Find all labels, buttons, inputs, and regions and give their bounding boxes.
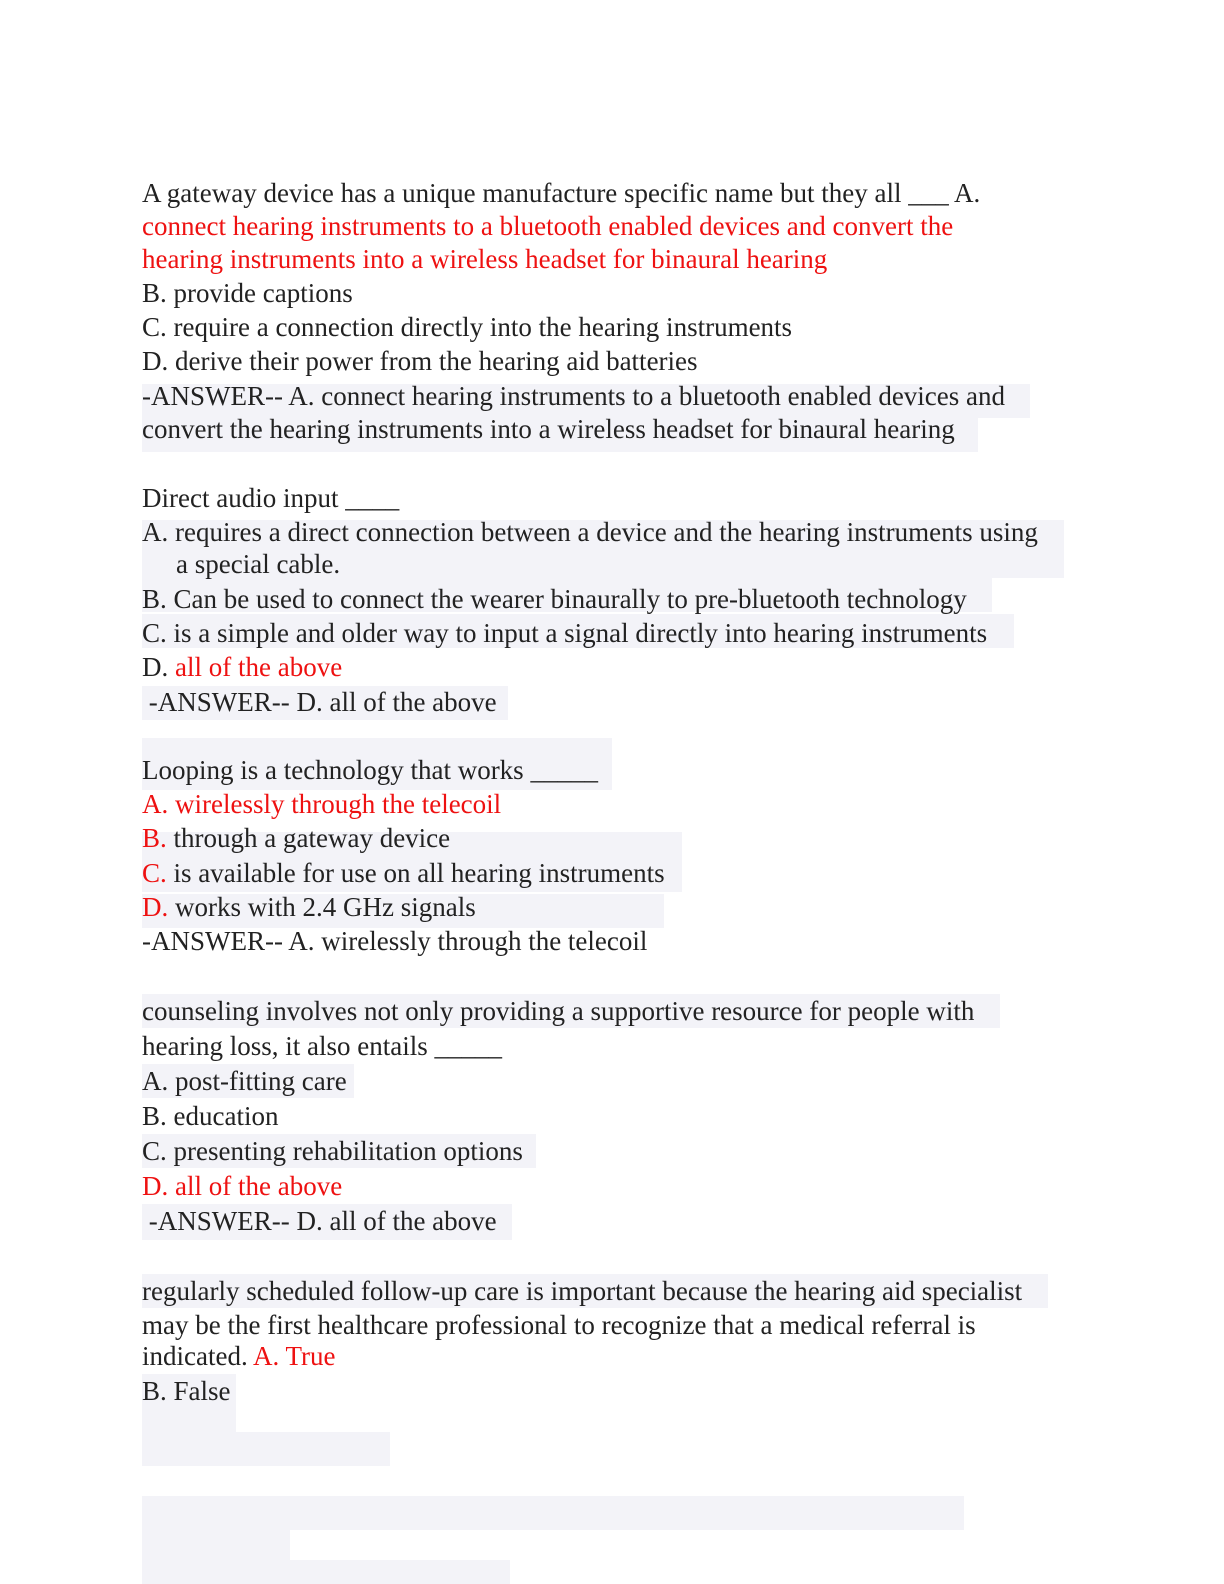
- option-c: C. require a connection directly into the hearing instruments: [142, 312, 793, 342]
- answer-line: convert the hearing instruments into a wireless headset for binaural hearing: [142, 414, 955, 444]
- option-a: A. requires a direct connection between a device and the hearing instruments using: [142, 517, 1038, 547]
- option-b: B. Can be used to connect the wearer binaurally to pre-bluetooth technology: [142, 584, 967, 614]
- question-stem: hearing loss, it also entails _____: [142, 1031, 502, 1061]
- option-b: B. False: [142, 1376, 231, 1406]
- option-text: works with 2.4 GHz signals: [175, 892, 476, 922]
- correct-option: A. True: [252, 1341, 336, 1371]
- highlight-band: [142, 1530, 290, 1584]
- answer-line: -ANSWER-- D. all of the above: [142, 687, 497, 717]
- question-stem-with-answer: [142, 1339, 336, 1373]
- option-letter: D.: [142, 652, 169, 682]
- correct-option-text: hearing instruments into a wireless headset for binaural hearing: [142, 244, 828, 274]
- option-a: A. post-fitting care: [142, 1066, 347, 1096]
- option-text: through a gateway device: [173, 823, 451, 853]
- correct-option: A. wirelessly through the telecoil: [142, 789, 502, 819]
- option-letter: C.: [142, 858, 167, 888]
- option-c: C. is a simple and older way to input a signal directly into hearing instruments: [142, 618, 988, 648]
- answer-line: -ANSWER-- A. connect hearing instruments to a bluetooth enabled devices and: [142, 381, 1006, 411]
- correct-option-text: connect hearing instruments to a bluetooth enabled devices and convert the: [142, 211, 954, 241]
- question-stem: regularly scheduled follow-up care is important because the hearing aid specialist: [142, 1276, 1023, 1306]
- question-stem: may be the first healthcare professional to recognize that a medical referral is: [142, 1310, 976, 1340]
- option-d: D. derive their power from the hearing aid batteries: [142, 346, 698, 376]
- question-stem: A gateway device has a unique manufacture specific name but they all ___ A.: [142, 178, 981, 208]
- answer-line: -ANSWER-- D. all of the above: [142, 1206, 497, 1236]
- correct-option-text: all of the above: [175, 652, 343, 682]
- correct-option: D. all of the above: [142, 1171, 343, 1201]
- option-letter: D.: [142, 892, 169, 922]
- option-d: [142, 890, 476, 924]
- highlight-band: [142, 1432, 390, 1466]
- option-b: B. education: [142, 1101, 279, 1131]
- question-stem: Direct audio input ____: [142, 483, 400, 513]
- option-c: [142, 856, 665, 890]
- question-stem: counseling involves not only providing a supportive resource for people with: [142, 996, 975, 1026]
- option-b: [142, 821, 450, 855]
- highlight-band: [290, 1560, 510, 1584]
- option-c: C. presenting rehabilitation options: [142, 1136, 523, 1166]
- option-b: B. provide captions: [142, 278, 353, 308]
- answer-line: -ANSWER-- A. wirelessly through the telecoil: [142, 926, 648, 956]
- question-stem: indicated.: [142, 1341, 248, 1371]
- option-letter: B.: [142, 823, 167, 853]
- option-a-continuation: a special cable.: [176, 549, 341, 579]
- highlight-band: [142, 1496, 964, 1530]
- option-text: is available for use on all hearing instruments: [173, 858, 665, 888]
- question-stem: Looping is a technology that works _____: [142, 755, 598, 785]
- option-d: [142, 650, 342, 684]
